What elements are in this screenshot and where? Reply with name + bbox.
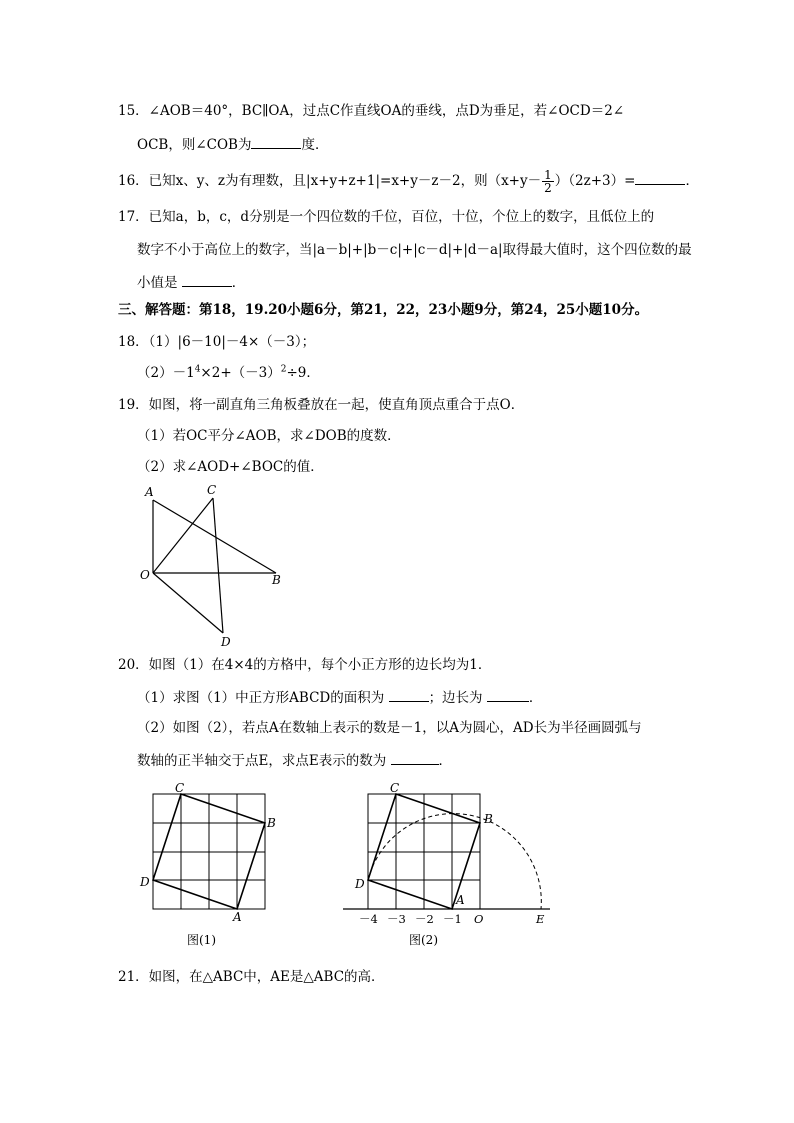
q20-part1-b: ；边长为 bbox=[428, 690, 483, 706]
q20-figure-2 bbox=[335, 780, 560, 950]
q20-fig2-label-C: C bbox=[390, 781, 400, 795]
q15-line2 bbox=[137, 135, 328, 154]
q19-figure bbox=[135, 478, 295, 653]
q17-answer-blank[interactable] bbox=[182, 273, 232, 287]
q20-fig2-label-D: D bbox=[355, 877, 365, 891]
q19-label-O: O bbox=[140, 568, 150, 582]
q17-end: ． bbox=[231, 275, 246, 291]
q19-label-B: B bbox=[272, 573, 281, 587]
q20-axis-tick-neg3: －3 bbox=[387, 912, 406, 926]
q20-line3: （2）如图（2），若点A在数轴上表示的数是－1，以A为圆心，AD长为半径画圆弧与 bbox=[137, 720, 642, 736]
q20-fig2-arc bbox=[368, 814, 541, 909]
q20-area-blank[interactable] bbox=[389, 688, 429, 702]
q16-text-c: ． bbox=[685, 173, 699, 189]
q17-text: 小值是 bbox=[137, 275, 178, 291]
q15-text: OCB，则∠COB为 bbox=[137, 137, 252, 153]
q16-line bbox=[118, 169, 699, 194]
q20-part2-b: ． bbox=[438, 753, 453, 769]
q20-fig1-label-C: C bbox=[175, 781, 185, 795]
q16-fraction bbox=[542, 169, 554, 194]
q18-line2 bbox=[137, 364, 320, 382]
q16-text-b: ）（2z+3）= bbox=[554, 173, 636, 189]
q18-part2-c: ÷9． bbox=[286, 365, 320, 381]
q20-fig2-caption: 图(2) bbox=[409, 933, 438, 947]
q15-unit: 度． bbox=[301, 137, 329, 153]
q21-line1: 21．如图，在△ABC中，AE是△ABC的高． bbox=[118, 969, 385, 985]
q19-label-A: A bbox=[145, 485, 154, 499]
q20-line4 bbox=[137, 751, 452, 770]
q15-line1: 15．∠AOB＝40°，BC∥OA，过点C作直线OA的垂线，点D为垂足，若∠OCD＝2∠ bbox=[118, 103, 625, 119]
q20-line1: 20．如图（1）在4×4的方格中，每个小正方形的边长均为1． bbox=[118, 657, 492, 673]
q19-seg-OC bbox=[153, 498, 213, 573]
q20-fig1-label-A: A bbox=[233, 910, 242, 924]
q20-part2-a: 数轴的正半轴交于点E，求点E表示的数为 bbox=[137, 753, 387, 769]
q17-line3 bbox=[137, 273, 245, 292]
q19-seg-OD bbox=[153, 573, 223, 633]
q20-axis-tick-neg1: －1 bbox=[443, 912, 462, 926]
q18-line1: 18．（1）|6－10|－4×（－3）； bbox=[118, 334, 316, 350]
q19-line3: （2）求∠AOD+∠BOC的值． bbox=[137, 459, 324, 475]
q19-label-D: D bbox=[221, 635, 231, 649]
q17-line1: 17．已知a，b，c，d分别是一个四位数的千位，百位，十位，个位上的数字，且低位上的 bbox=[118, 209, 655, 225]
q20-fig2-label-A: A bbox=[456, 893, 465, 907]
q16-answer-blank[interactable] bbox=[635, 171, 685, 185]
q19-seg-CD bbox=[213, 498, 223, 633]
q19-label-C: C bbox=[207, 483, 217, 497]
q20-side-blank[interactable] bbox=[487, 688, 529, 702]
q20-part1-c: ． bbox=[528, 690, 543, 706]
q18-exponent-2: 2 bbox=[280, 364, 287, 375]
q20-figure-1 bbox=[135, 780, 285, 950]
q18-part2-b: ×2+（－3） bbox=[200, 365, 281, 381]
q18-exponent-4: 4 bbox=[194, 364, 201, 375]
q15-answer-blank[interactable] bbox=[251, 135, 301, 149]
q16-text-a: 16．已知x、y、z为有理数，且|x+y+z+1|=x+y－z－2，则（x+y－ bbox=[118, 173, 542, 189]
q20-E-blank[interactable] bbox=[391, 751, 439, 765]
q20-line2 bbox=[137, 688, 542, 707]
q20-axis-tick-neg2: －2 bbox=[415, 912, 434, 926]
q19-line2: （1）若OC平分∠AOB，求∠DOB的度数． bbox=[137, 428, 401, 444]
q20-part1-a: （1）求图（1）中正方形ABCD的面积为 bbox=[137, 690, 385, 706]
q16-frac-den: 2 bbox=[544, 181, 552, 195]
q20-axis-label-E: E bbox=[536, 912, 545, 926]
q17-line2: 数字不小于高位上的数字，当|a－b|+|b－c|+|c－d|+|d－a|取得最大值时，这个四位数的最 bbox=[137, 242, 692, 258]
q20-axis-label-O: O bbox=[474, 912, 484, 926]
section3-heading: 三、解答题：第18，19.20小题6分，第21，22，23小题9分，第24，25小题10分。 bbox=[118, 302, 649, 318]
q20-axis-tick-neg4: －4 bbox=[359, 912, 378, 926]
q20-fig1-label-D: D bbox=[140, 875, 150, 889]
q18-part2-a: （2）－1 bbox=[137, 365, 195, 381]
q19-line1: 19．如图，将一副直角三角板叠放在一起，使直角顶点重合于点O． bbox=[118, 397, 525, 413]
q20-fig1-caption: 图(1) bbox=[187, 933, 216, 947]
q16-frac-num: 1 bbox=[544, 168, 552, 182]
q20-fig2-label-B: B bbox=[484, 812, 493, 826]
q20-fig1-label-B: B bbox=[267, 816, 276, 830]
